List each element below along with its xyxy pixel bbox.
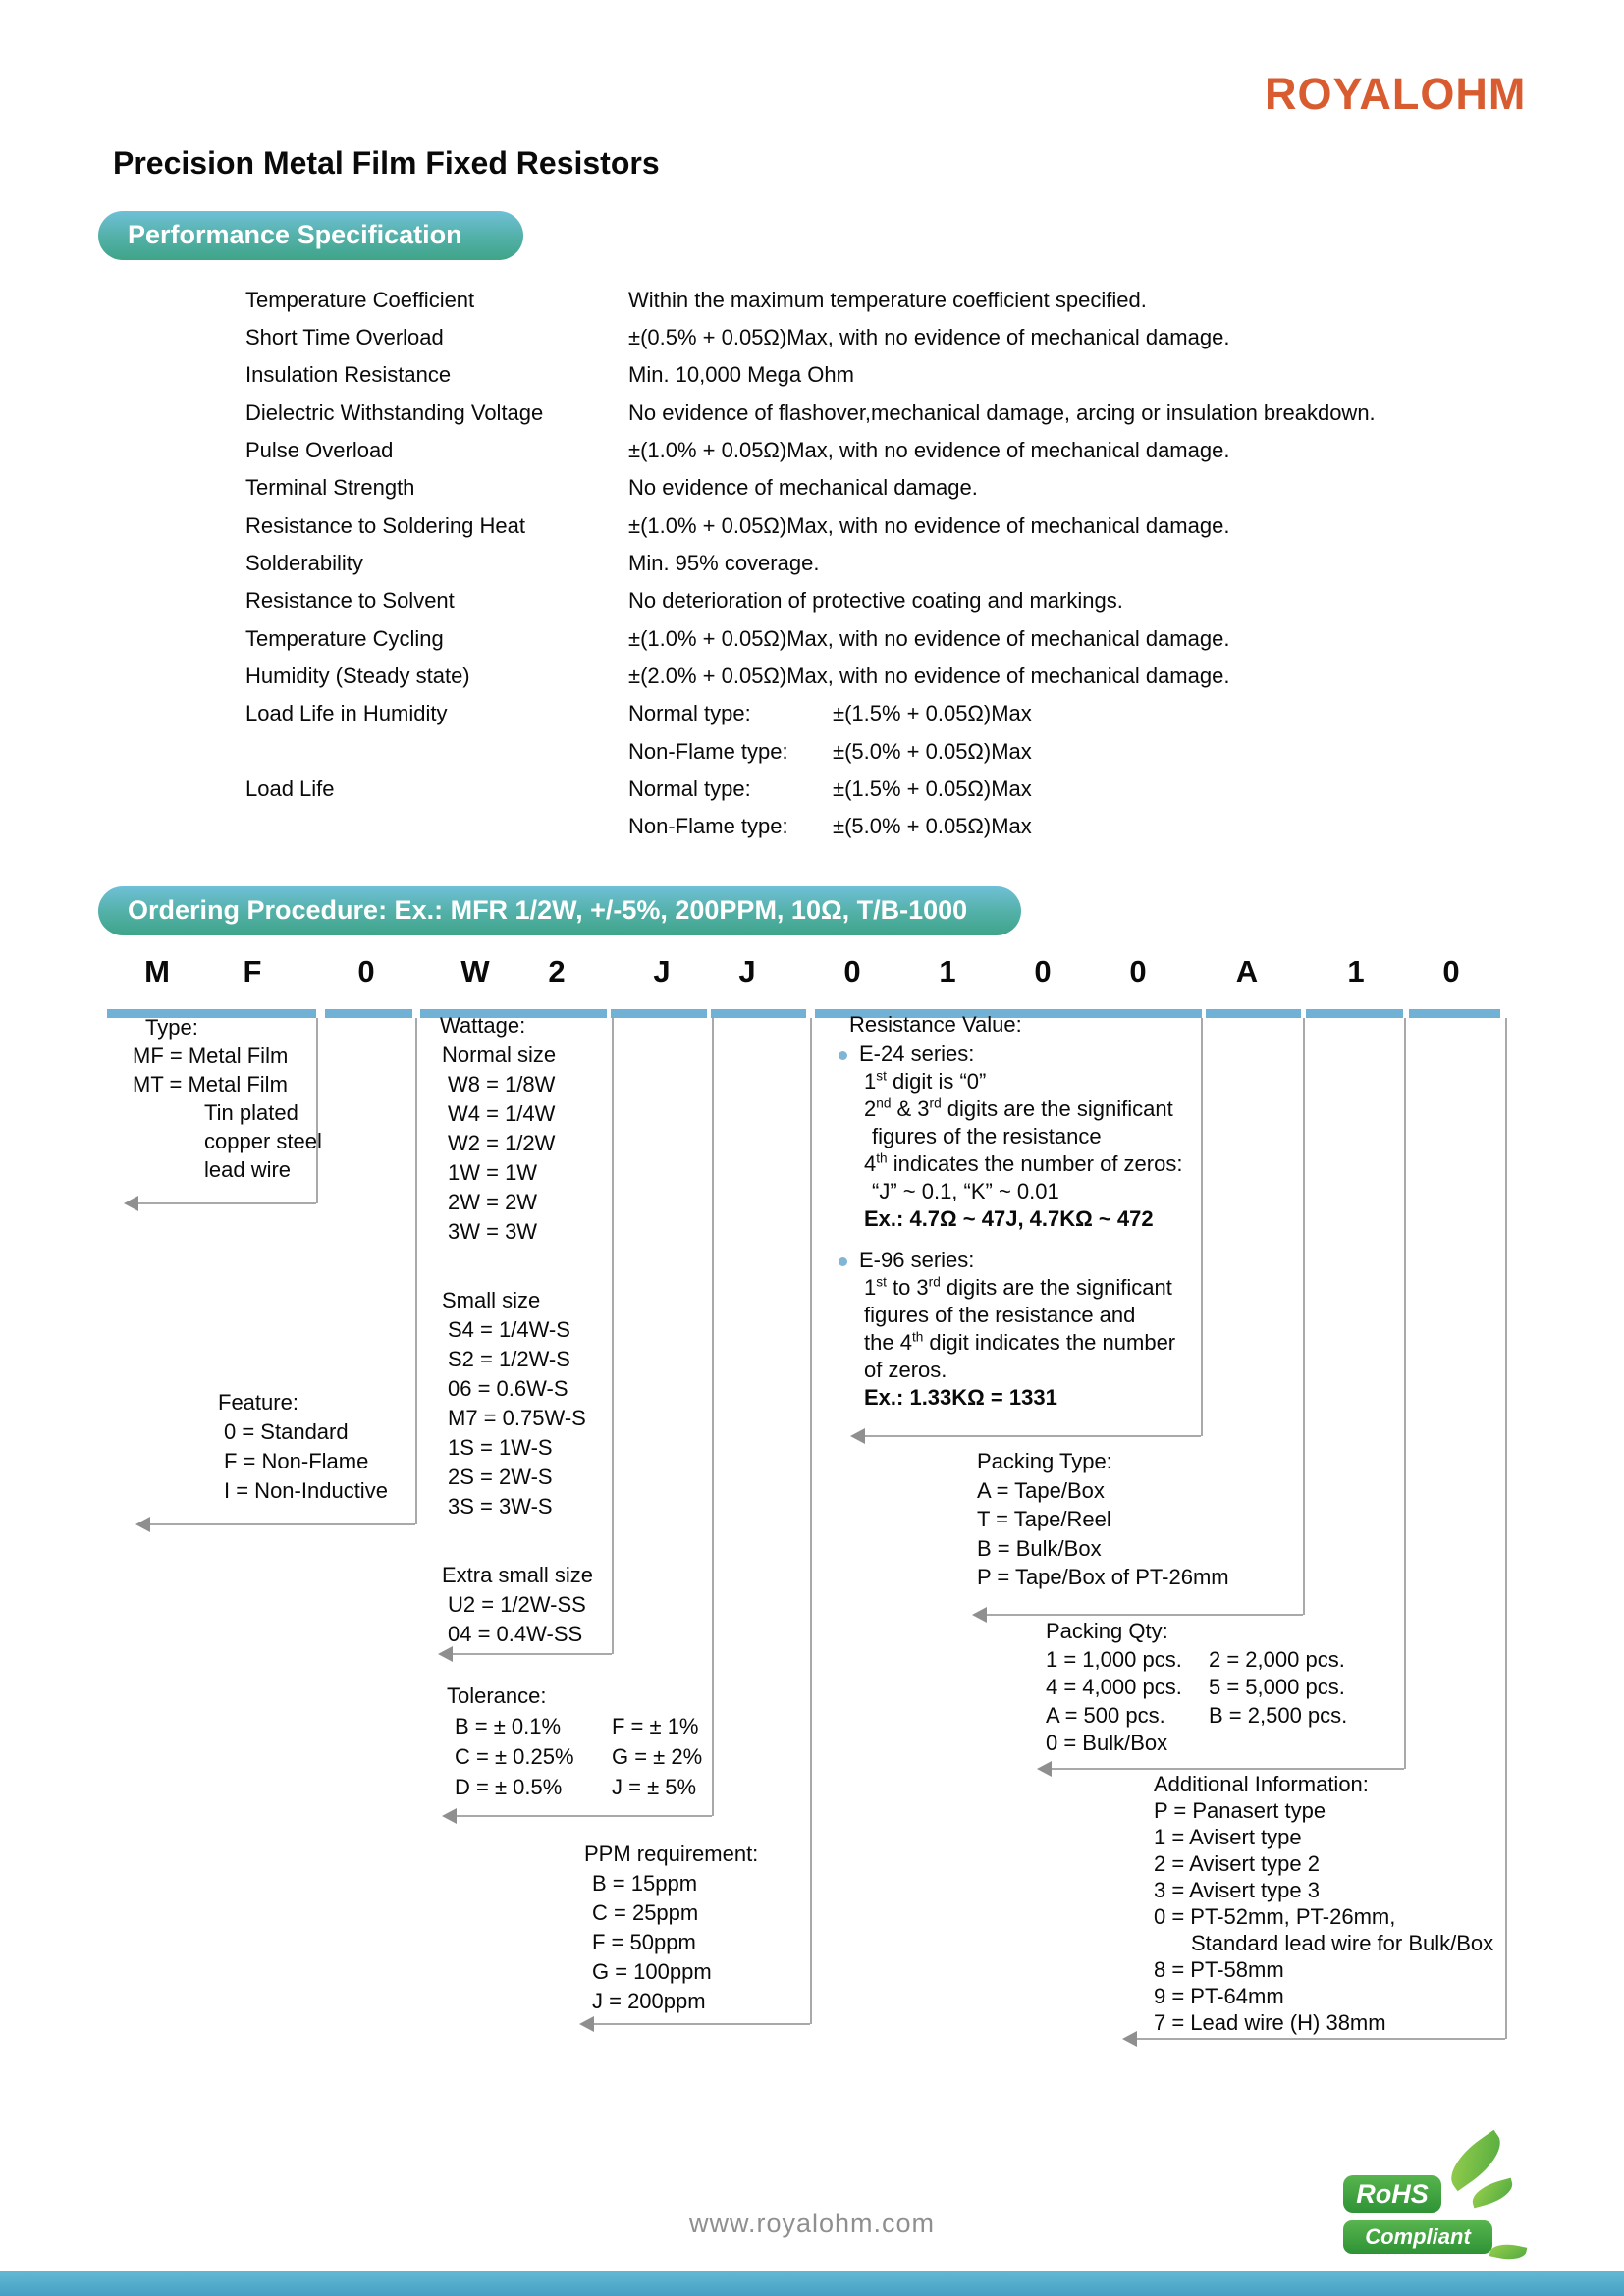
spec-value: No evidence of mechanical damage. — [628, 475, 978, 500]
arrow-left-icon — [972, 1607, 987, 1623]
spec-value: ±(5.0% + 0.05Ω)Max — [833, 739, 1032, 764]
code-underline-segment — [1206, 1009, 1301, 1018]
block-line: 2 = Avisert type 2 — [1154, 1851, 1320, 1876]
block-line: 1W = 1W — [448, 1160, 538, 1185]
spec-value: ±(1.0% + 0.05Ω)Max, with no evidence of mechanical damage. — [628, 513, 1230, 538]
block-line: 7 = Lead wire (H) 38mm — [1154, 2010, 1386, 2035]
e96-series-header — [839, 1247, 1182, 1274]
tolerance-row — [455, 1711, 702, 1741]
block-line: 8 = PT-58mm — [1154, 1957, 1284, 1982]
website-url: www.royalohm.com — [688, 2209, 936, 2238]
rohs-compliant-label: Compliant — [1343, 2220, 1492, 2254]
spec-label: Solderability — [245, 551, 363, 575]
arrow-left-icon — [1037, 1761, 1052, 1777]
ordering-banner: Ordering Procedure: Ex.: MFR 1/2W, +/-5%, 200PPM, 10Ω, T/B-1000 — [98, 886, 1021, 935]
block-line: 2nd & 3rd digits are the significant — [864, 1095, 1173, 1121]
block-line: 5 = 5,000 pcs. — [1209, 1675, 1345, 1699]
spec-row — [0, 288, 1624, 325]
block-line: S2 = 1/2W-S — [448, 1347, 570, 1371]
block-line: figures of the resistance — [872, 1124, 1102, 1148]
packing-qty-row — [1046, 1702, 1347, 1731]
code-letter: W — [460, 954, 490, 988]
block-line: B = Bulk/Box — [977, 1535, 1102, 1561]
block-title: Packing Qty: — [1046, 1619, 1168, 1643]
block-line: E-96 series: — [859, 1248, 975, 1272]
block-line: figures of the resistance and — [864, 1303, 1136, 1327]
spec-value: Min. 95% coverage. — [628, 551, 820, 575]
block-line: C = ± 0.25% — [455, 1744, 574, 1769]
spec-value: ±(2.0% + 0.05Ω)Max, with no evidence of mechanical damage. — [628, 664, 1230, 688]
code-letter: 1 — [939, 954, 956, 988]
spec-value: Non-Flame type: — [628, 739, 788, 764]
ppm-requirement-block — [584, 1840, 758, 2016]
spec-value: Min. 10,000 Mega Ohm — [628, 362, 854, 387]
spec-value: ±(1.5% + 0.05Ω)Max — [833, 776, 1032, 801]
type-block — [133, 1013, 322, 1184]
block-line: “J” ~ 0.1, “K” ~ 0.01 — [872, 1179, 1059, 1203]
spec-row — [0, 626, 1624, 664]
block-line: MT = Metal Film — [133, 1072, 288, 1096]
connector-hline-ppm — [593, 2023, 810, 2025]
tolerance-block — [447, 1681, 702, 1802]
resistance-value-block — [837, 1011, 1182, 1412]
spec-label: Temperature Cycling — [245, 626, 444, 651]
connector-hline-resistance — [864, 1435, 1201, 1437]
spec-row — [0, 475, 1624, 512]
spec-label: Temperature Coefficient — [245, 288, 475, 312]
block-line: A = Tape/Box — [977, 1477, 1105, 1503]
spec-label: Resistance to Solvent — [245, 588, 455, 613]
block-line: 0 = Bulk/Box — [1046, 1731, 1168, 1755]
page-title: Precision Metal Film Fixed Resistors — [113, 145, 660, 181]
spec-row — [0, 739, 1624, 776]
section-header: Small size — [442, 1288, 541, 1312]
spec-value: ±(1.0% + 0.05Ω)Max, with no evidence of mechanical damage. — [628, 438, 1230, 462]
tolerance-row — [455, 1772, 702, 1802]
spec-label: Insulation Resistance — [245, 362, 452, 387]
block-line: U2 = 1/2W-SS — [448, 1592, 586, 1617]
block-title: Wattage: — [440, 1013, 526, 1038]
block-line: 2 = 2,000 pcs. — [1209, 1646, 1345, 1672]
block-line: A = 500 pcs. — [1046, 1702, 1165, 1728]
spec-row — [0, 325, 1624, 362]
code-letter: J — [738, 954, 756, 988]
spec-value: ±(1.5% + 0.05Ω)Max — [833, 701, 1032, 725]
spec-label: Load Life — [245, 776, 335, 801]
block-line: D = ± 0.5% — [455, 1775, 563, 1799]
connector-vline-ppm — [810, 1018, 812, 2024]
spec-row — [0, 513, 1624, 551]
bullet-icon — [839, 1051, 847, 1060]
spec-value: ±(1.0% + 0.05Ω)Max, with no evidence of mechanical damage. — [628, 626, 1230, 651]
code-letter: 0 — [843, 954, 861, 988]
block-line: G = 100ppm — [592, 1959, 712, 1984]
block-line: 1 = 1,000 pcs. — [1046, 1646, 1182, 1672]
connector-vline-packing-type — [1303, 1018, 1305, 1615]
spec-value: Normal type: — [628, 701, 751, 725]
block-title: Resistance Value: — [849, 1012, 1022, 1037]
block-line: G = ± 2% — [612, 1744, 703, 1769]
packing-qty-row — [1046, 1674, 1347, 1702]
spec-label: Dielectric Withstanding Voltage — [245, 400, 544, 425]
spec-label: Pulse Overload — [245, 438, 394, 462]
footer-bar — [0, 2271, 1624, 2296]
block-line: B = ± 0.1% — [455, 1714, 562, 1738]
leaf-icon — [1469, 2178, 1516, 2209]
connector-vline-wattage — [612, 1018, 614, 1654]
block-title: Packing Type: — [977, 1449, 1112, 1473]
block-line: 0 = Standard — [224, 1419, 349, 1444]
wattage-normal-section — [440, 1011, 593, 1247]
block-line: 3W = 3W — [448, 1219, 538, 1244]
leaf-icon — [1489, 2240, 1528, 2263]
block-line: J = ± 5% — [612, 1775, 697, 1799]
spec-value: Within the maximum temperature coefficient specified. — [628, 288, 1147, 312]
code-letter: A — [1235, 954, 1259, 988]
code-letter: F — [243, 954, 262, 988]
tolerance-row — [455, 1741, 702, 1772]
spec-row — [0, 400, 1624, 438]
block-line: the 4th digit indicates the number — [864, 1329, 1176, 1355]
arrow-left-icon — [135, 1517, 150, 1532]
spec-row — [0, 664, 1624, 701]
code-letter: 0 — [1129, 954, 1147, 988]
block-line: 04 = 0.4W-SS — [448, 1622, 583, 1646]
connector-hline-tolerance — [456, 1815, 712, 1817]
rohs-badge — [1343, 2148, 1526, 2277]
spec-row — [0, 551, 1624, 588]
packing-type-block — [977, 1447, 1229, 1592]
block-line: 06 = 0.6W-S — [448, 1376, 568, 1401]
connector-hline-type — [137, 1202, 316, 1204]
block-line: E-24 series: — [859, 1041, 975, 1066]
e24-series-header — [839, 1041, 1182, 1068]
block-line: W8 = 1/8W — [448, 1072, 556, 1096]
arrow-left-icon — [579, 2016, 594, 2032]
connector-hline-feature — [149, 1523, 415, 1525]
spec-row — [0, 438, 1624, 475]
additional-information-block — [1154, 1771, 1493, 2036]
block-line: 1S = 1W-S — [448, 1435, 553, 1460]
block-title: Tolerance: — [447, 1683, 547, 1708]
block-line: P = Panasert type — [1154, 1798, 1326, 1823]
block-line: W4 = 1/4W — [448, 1101, 556, 1126]
block-line: 0 = PT-52mm, PT-26mm, — [1154, 1904, 1396, 1929]
block-title: Additional Information: — [1154, 1772, 1369, 1796]
packing-qty-row — [1046, 1730, 1347, 1758]
code-letter: 1 — [1347, 954, 1365, 988]
block-line: 4th indicates the number of zeros: — [864, 1150, 1183, 1176]
spec-value: ±(0.5% + 0.05Ω)Max, with no evidence of mechanical damage. — [628, 325, 1230, 349]
performance-banner: Performance Specification — [98, 211, 523, 260]
block-line: F = ± 1% — [612, 1714, 699, 1738]
royalohm-logo: ROYALOHM — [1265, 69, 1527, 119]
block-line: I = Non-Inductive — [224, 1478, 388, 1503]
block-line: 9 = PT-64mm — [1154, 1984, 1284, 2008]
packing-qty-row — [1046, 1646, 1347, 1675]
block-line: F = Non-Flame — [224, 1449, 369, 1473]
spec-row — [0, 362, 1624, 400]
spec-value: ±(5.0% + 0.05Ω)Max — [833, 814, 1032, 838]
spec-row — [0, 814, 1624, 851]
arrow-left-icon — [1122, 2031, 1137, 2047]
code-underline-segment — [611, 1009, 707, 1018]
block-line: 4 = 4,000 pcs. — [1046, 1675, 1182, 1699]
block-line: S4 = 1/4W-S — [448, 1317, 570, 1342]
connector-hline-packing-type — [986, 1614, 1303, 1616]
section-header: Extra small size — [442, 1563, 594, 1587]
block-line: Ex.: 4.7Ω ~ 47J, 4.7KΩ ~ 472 — [864, 1206, 1154, 1231]
block-line: lead wire — [204, 1157, 292, 1182]
spec-value: Non-Flame type: — [628, 814, 788, 838]
block-line: 3 = Avisert type 3 — [1154, 1878, 1320, 1902]
block-line: 2S = 2W-S — [448, 1465, 553, 1489]
connector-vline-packing-qty — [1404, 1018, 1406, 1769]
block-line: W2 = 1/2W — [448, 1131, 556, 1155]
block-line: 1st to 3rd digits are the significant — [864, 1274, 1172, 1300]
connector-hline-wattage — [452, 1653, 612, 1655]
block-line: J = 200ppm — [592, 1989, 706, 2013]
block-line: 3S = 3W-S — [448, 1494, 553, 1519]
spec-label: Resistance to Soldering Heat — [245, 513, 525, 538]
wattage-small-section — [440, 1286, 593, 1522]
code-letter: 2 — [548, 954, 566, 988]
connector-vline-resistance — [1201, 1018, 1203, 1436]
block-line: MF = Metal Film — [133, 1043, 289, 1068]
code-underline-segment — [711, 1009, 806, 1018]
block-line: P = Tape/Box of PT-26mm — [977, 1565, 1229, 1589]
connector-vline-feature — [415, 1018, 417, 1524]
section-header: Normal size — [442, 1042, 557, 1067]
block-line: B = 2,500 pcs. — [1209, 1702, 1348, 1728]
connector-hline-additional — [1136, 2038, 1505, 2040]
spec-row — [0, 701, 1624, 738]
spec-label: Short Time Overload — [245, 325, 444, 349]
code-letter: J — [653, 954, 671, 988]
block-line: Ex.: 1.33KΩ = 1331 — [864, 1385, 1057, 1410]
code-underline-segment — [1409, 1009, 1500, 1018]
spec-row — [0, 776, 1624, 814]
code-underline-segment — [1306, 1009, 1403, 1018]
spec-label: Humidity (Steady state) — [245, 664, 470, 688]
code-letter: M — [144, 954, 170, 988]
block-title: Type: — [145, 1015, 198, 1040]
rohs-label: RoHS — [1343, 2175, 1441, 2213]
block-line: 2W = 2W — [448, 1190, 538, 1214]
connector-vline-additional — [1505, 1018, 1507, 2039]
block-line: B = 15ppm — [592, 1871, 698, 1896]
block-title: PPM requirement: — [584, 1842, 759, 1866]
block-line: 1st digit is “0” — [864, 1068, 987, 1094]
code-underline-segment — [325, 1009, 412, 1018]
packing-qty-block — [1046, 1618, 1347, 1758]
connector-vline-tolerance — [712, 1018, 714, 1816]
block-line: 1 = Avisert type — [1154, 1825, 1302, 1849]
block-line: C = 25ppm — [592, 1900, 699, 1925]
block-line: T = Tape/Reel — [977, 1507, 1111, 1531]
spec-value: No evidence of flashover,mechanical damage, arcing or insulation breakdown. — [628, 400, 1376, 425]
spec-label: Load Life in Humidity — [245, 701, 448, 725]
block-line: of zeros. — [864, 1358, 947, 1382]
connector-hline-packing-qty — [1051, 1768, 1404, 1770]
code-letter: 0 — [1442, 954, 1460, 988]
code-letter: 0 — [357, 954, 375, 988]
bullet-icon — [839, 1257, 847, 1266]
spec-value: Normal type: — [628, 776, 751, 801]
wattage-extra-small-section — [440, 1561, 593, 1649]
arrow-left-icon — [850, 1428, 865, 1444]
spec-row — [0, 588, 1624, 625]
block-title: Feature: — [218, 1390, 298, 1415]
block-line: M7 = 0.75W-S — [448, 1406, 586, 1430]
spec-value: No deterioration of protective coating and markings. — [628, 588, 1123, 613]
block-line: Standard lead wire for Bulk/Box — [1191, 1931, 1494, 1955]
block-line: F = 50ppm — [592, 1930, 696, 1954]
spec-label: Terminal Strength — [245, 475, 415, 500]
feature-block — [218, 1388, 388, 1506]
arrow-left-icon — [124, 1196, 138, 1211]
arrow-left-icon — [442, 1808, 457, 1824]
block-line: copper steel — [204, 1129, 322, 1153]
code-letter: 0 — [1034, 954, 1052, 988]
block-line: Tin plated — [204, 1100, 298, 1125]
wattage-block — [440, 1011, 593, 1649]
